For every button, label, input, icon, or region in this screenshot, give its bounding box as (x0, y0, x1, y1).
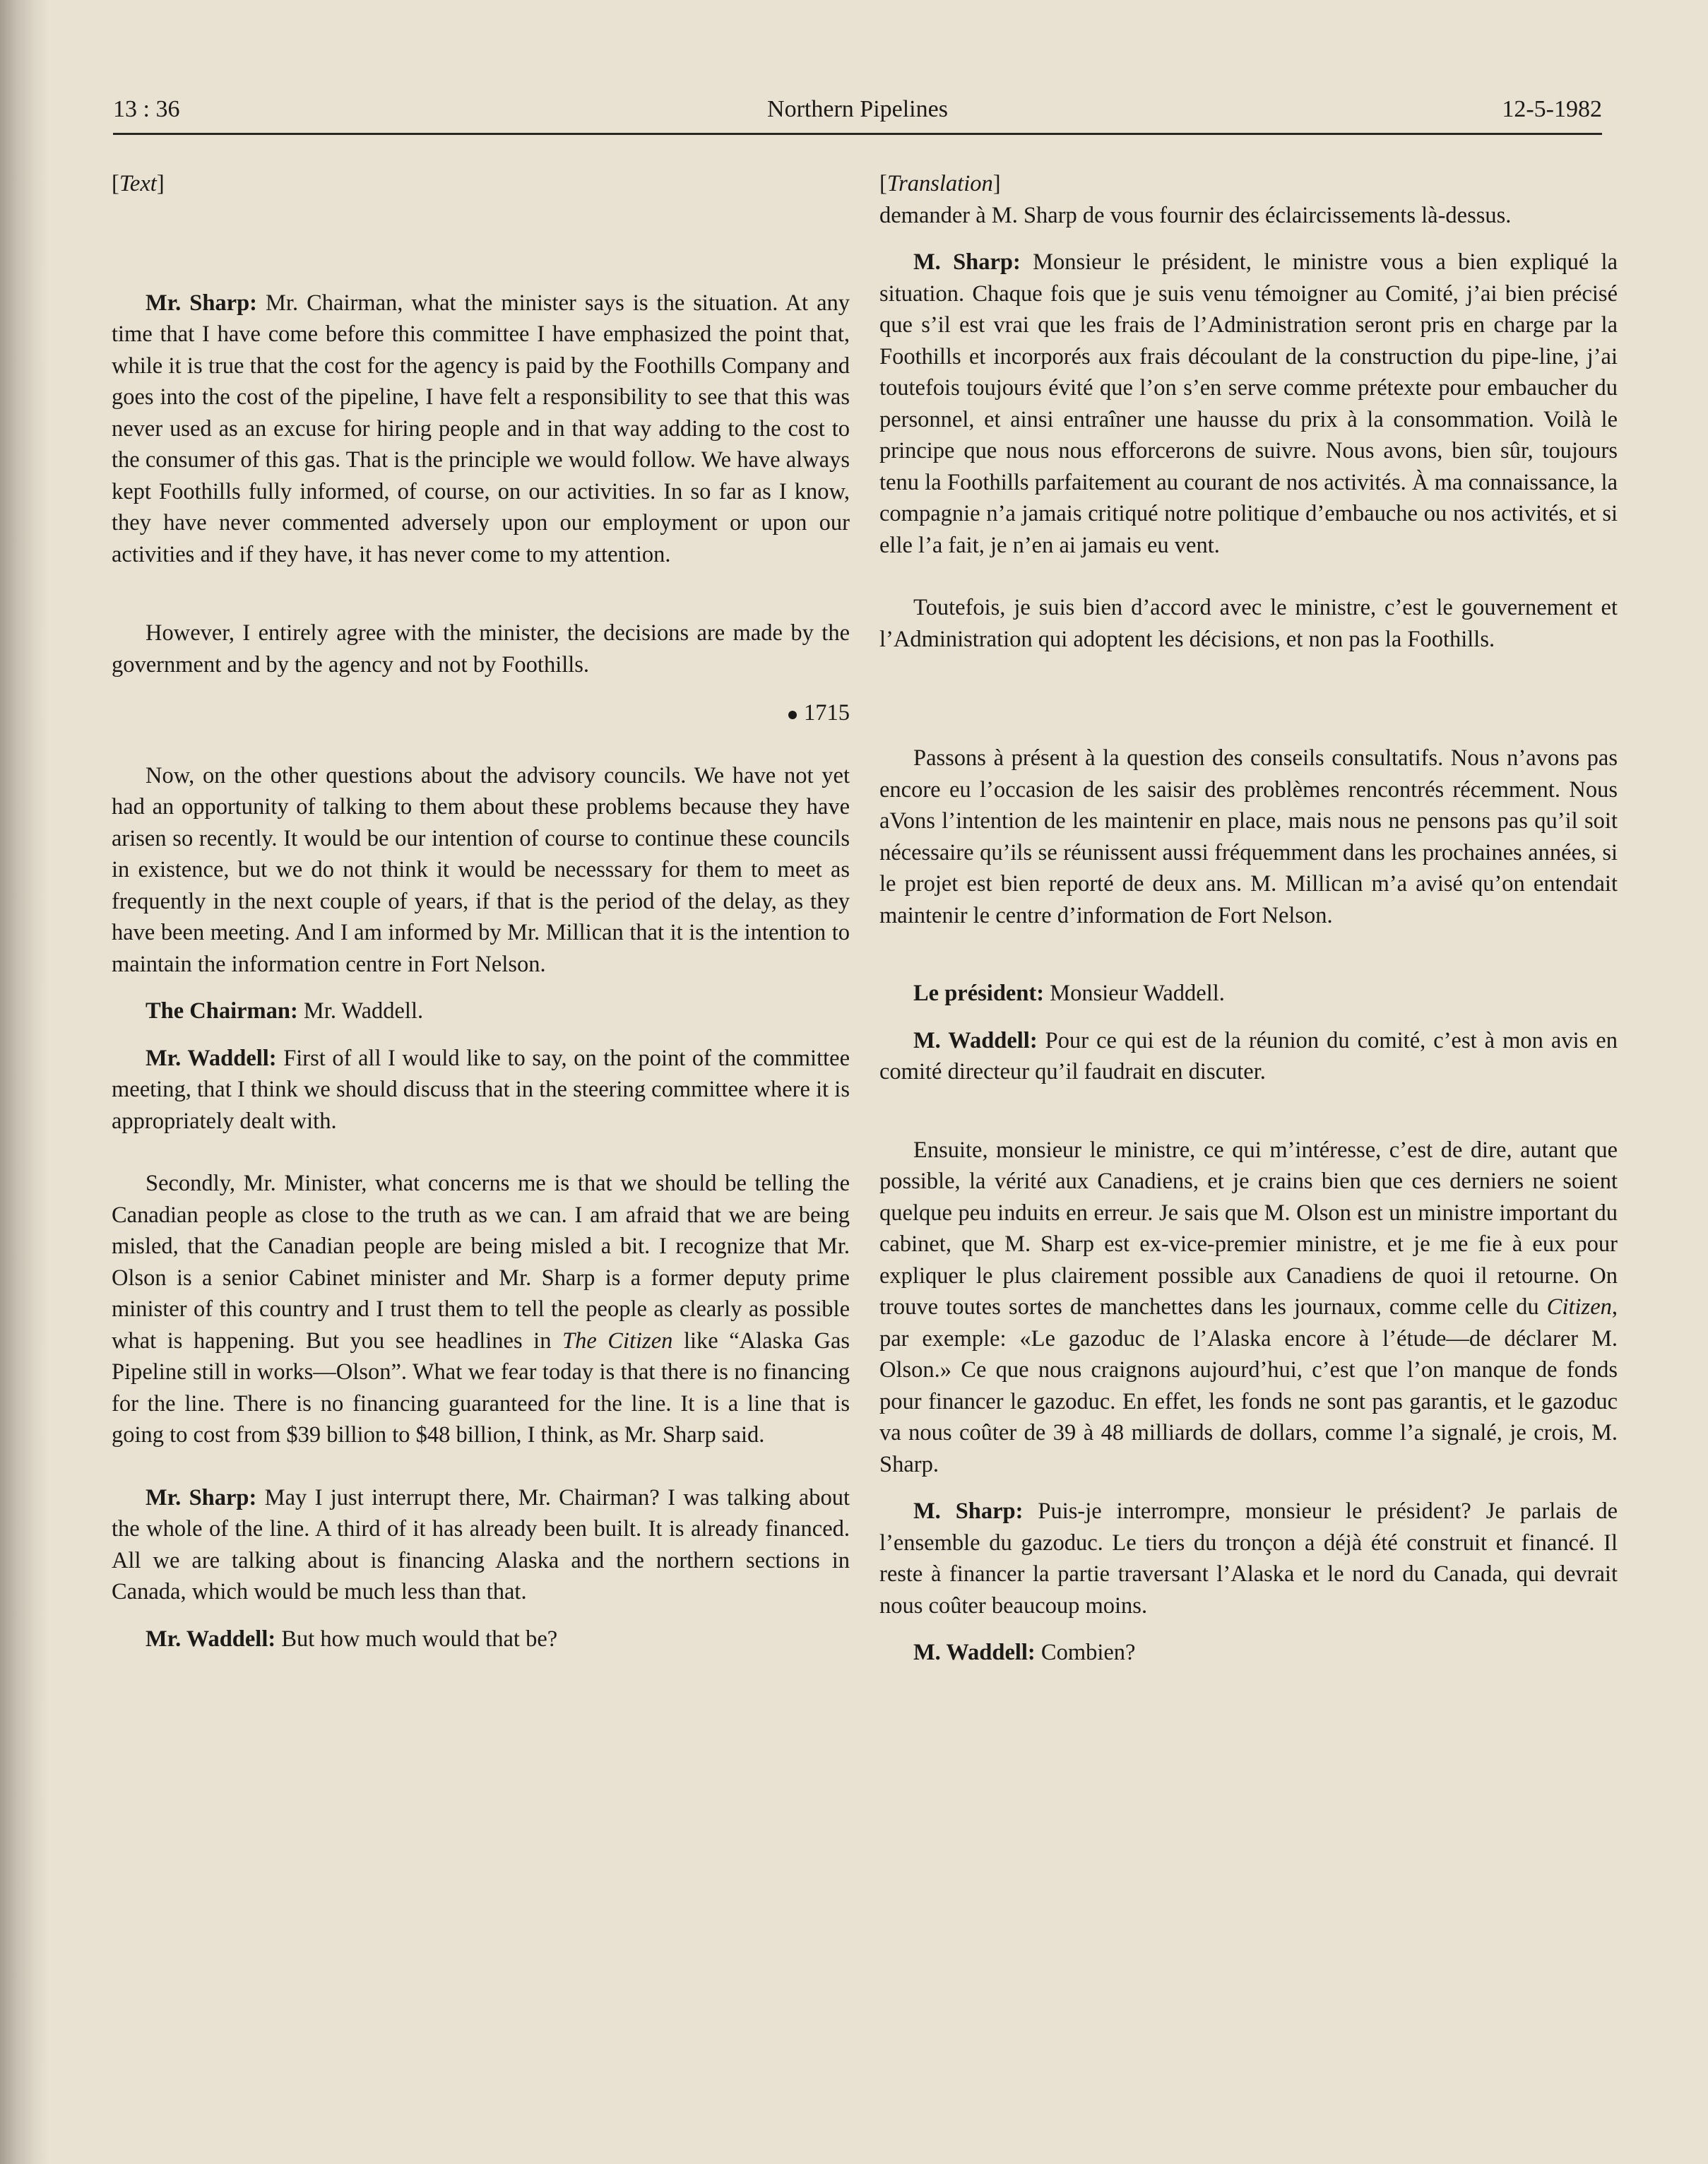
speech-text: May I just interrupt there, Mr. Chairman? I was talking about the whole of the line. A third of it has already been built. It is already financed. All we are talking about is financing Alaska and the northern sections in Canada, which would be much less than that. (112, 1484, 850, 1604)
paragraph (112, 1168, 850, 1451)
french-column (879, 168, 1618, 1669)
publication-title: Northern Pipelines (767, 96, 948, 122)
speaker-name: Mr. Waddell: (146, 1045, 277, 1071)
paragraph (879, 1025, 1618, 1088)
speech-text: Pour ce qui est de la réunion du comité, c’est à mon avis en comité directeur qu’il faudrait en discuter. (879, 1027, 1618, 1084)
speech-text: Mr. Chairman, what the minister says is the situation. At any time that I have come before this committee I have emphasized the point that, while it is true that the cost for the agency is paid by the Foothills Company and goes into the cost of the pipeline, I have felt a responsibility to see that this was never used as an excuse for hiring people and in that way adding to the cost to the consumer of this gas. That is the principle we would follow. We have always kept Foothills fully informed, of course, on our activities. In so far as I know, they have never commented adversely upon our employment or upon our activities and if they have, it has never come to my attention. (112, 290, 850, 567)
speaker-name: Le président: (913, 981, 1045, 1006)
page-header (113, 90, 1602, 135)
page-number: 13 : 36 (113, 96, 180, 122)
timestamp (112, 697, 850, 729)
speaker-name: M. Sharp: (913, 249, 1021, 275)
english-column (112, 168, 850, 1655)
paragraph (879, 978, 1618, 1010)
speech-text: Secondly, Mr. Minister, what concerns me is that we should be telling the Canadian people as close to the truth as we can. I am afraid that we are being misled, that the Canadian people are being misled a bit. I recognize that Mr. Olson is a senior Cabinet minister and Mr. Sharp is a former deputy prime minister of this country and I trust them to tell the people as clearly as possible what is happening. But you see headlines in (112, 1171, 850, 1354)
speaker-name: M. Sharp: (913, 1498, 1024, 1524)
speaker-name: M. Waddell: (913, 1027, 1038, 1053)
speaker-name: Mr. Waddell: (146, 1626, 276, 1652)
paragraph (112, 995, 850, 1027)
bullet-icon (788, 711, 797, 719)
paragraph (112, 1624, 850, 1655)
speech-text: Combien? (1035, 1640, 1136, 1665)
column-label: [Translation] (879, 171, 1001, 196)
column-label-text: Text (119, 171, 157, 196)
newspaper-title: The Citizen (562, 1328, 673, 1354)
speaker-name: Mr. Sharp: (146, 1484, 257, 1510)
column-label: [Text] (112, 171, 165, 196)
paragraph (879, 247, 1618, 561)
speaker-name: M. Waddell: (913, 1640, 1036, 1665)
speech-text: Monsieur Waddell. (1044, 981, 1225, 1006)
page-binding-edge (0, 0, 49, 2164)
paragraph (112, 288, 850, 571)
speech-text: , par exemple: «Le gazoduc de l’Alaska encore à l’étude—de déclarer M. Olson.» Ce que nous craignons aujourd’hui, c’est que l’on manque de fonds pour financer le gazoduc. En effet, les fonds ne sont pas garantis, et le gazoduc va nous coûter de 39 à 48 milliards de dollars, comme l’a signalé, je crois, M. Sharp. (879, 1294, 1618, 1477)
paragraph (879, 1135, 1618, 1481)
paragraph: Passons à présent à la question des conseils consultatifs. Nous n’avons pas encore eu l’occasion de les saisir des problèmes rencontrés récemment. Nous aVons l’intention de les maintenir en place, mais nous ne pensons pas qu’il soit nécessaire qu’ils se réunissent aussi fréquemment dans les prochaines années, si le projet est bien reporté de deux ans. M. Millican m’a avisé qu’on entendait maintenir le centre d’information de Fort Nelson. (879, 745, 1618, 928)
speaker-name: Mr. Sharp: (146, 290, 257, 316)
speech-text: First of all I would like to say, on the point of the committee meeting, that I think we should discuss that in the steering committee where it is appropriately dealt with. (112, 1045, 850, 1134)
speaker-name: The Chairman: (146, 998, 298, 1024)
speech-text: Ensuite, monsieur le ministre, ce qui m’intéresse, c’est de dire, autant que possible, la vérité aux Canadiens, et je crains bien que ces derniers ne soient quelque peu induits en erreur. Je sais que M. Olson est un ministre important du cabinet, que M. Sharp est ex-vice-premier ministre, et je me fie à eux pour expliquer le plus clairement possible aux Canadiens de quoi il retourne. On trouve toutes sortes de manchettes dans les journaux, comme celle du (879, 1137, 1618, 1320)
paragraph: Now, on the other questions about the advisory councils. We have not yet had an opportunity of talking to them about these problems because they have arisen so recently. It would be our intention of course to continue these councils in existence, but we do not think it would be necesssary for them to meet as frequently in the next couple of years, if that is the period of the delay, as they have been meeting. And I am informed by Mr. Millican that it is the intention to maintain the information centre in Fort Nelson. (112, 762, 850, 977)
paragraph: demander à M. Sharp de vous fournir des éclaircissements là-dessus. (879, 202, 1512, 228)
speech-text: Monsieur le président, le ministre vous a bien expliqué la situation. Chaque fois que je suis venu témoigner au Comité, j’ai bien précisé que s’il est vrai que les frais de l’Administration seront pris en charge par la Foothills et incorporés aux frais découlant de la construction du pipe-line, j’ai toutefois toujours évité que l’on s’en serve comme prétexte pour embaucher du personnel, et ainsi entraîner une hausse du prix à la consommation. Voilà le principe que nous nous efforcerons de suivre. Nous avons, bien sûr, toujours tenu la Foothills parfaitement au courant de nos activités. À ma connaissance, la compagnie n’a jamais critiqué notre politique d’embauche ou nos activités, et si elle l’a fait, je n’en ai jamais eu vent. (879, 249, 1618, 558)
speech-text: Puis-je interrompre, monsieur le président? Je parlais de l’ensemble du gazoduc. Le tiers du tronçon a déjà été construit et financé. Il reste à financer la partie traversant l’Alaska et le nord du Canada, qui devrait nous coûter beaucoup moins. (879, 1498, 1618, 1619)
paragraph: However, I entirely agree with the minister, the decisions are made by the government and by the agency and not by Foothills. (112, 620, 850, 678)
paragraph (112, 1482, 850, 1608)
speech-text: like “Alaska Gas Pipeline still in works—Olson”. What we fear today is that there is no financing for the line. There is no financing guaranteed for the line. It is a line that is going to cost from $39 billion to $48 billion, I think, as Mr. Sharp said. (112, 1328, 850, 1448)
speech-text: But how much would that be? (275, 1626, 558, 1652)
paragraph (112, 1043, 850, 1137)
speech-text: Mr. Waddell. (297, 998, 424, 1024)
paragraph (879, 1637, 1618, 1669)
column-label-text: Translation (886, 171, 993, 196)
paragraph: Toutefois, je suis bien d’accord avec le ministre, c’est le gouvernement et l’Administration qui adoptent les décisions, et non pas la Foothills. (879, 595, 1618, 652)
sitting-date: 12-5-1982 (1502, 96, 1602, 122)
timestamp-value: 1715 (804, 700, 850, 726)
paragraph (879, 1496, 1618, 1621)
newspaper-title: Citizen (1546, 1294, 1612, 1320)
